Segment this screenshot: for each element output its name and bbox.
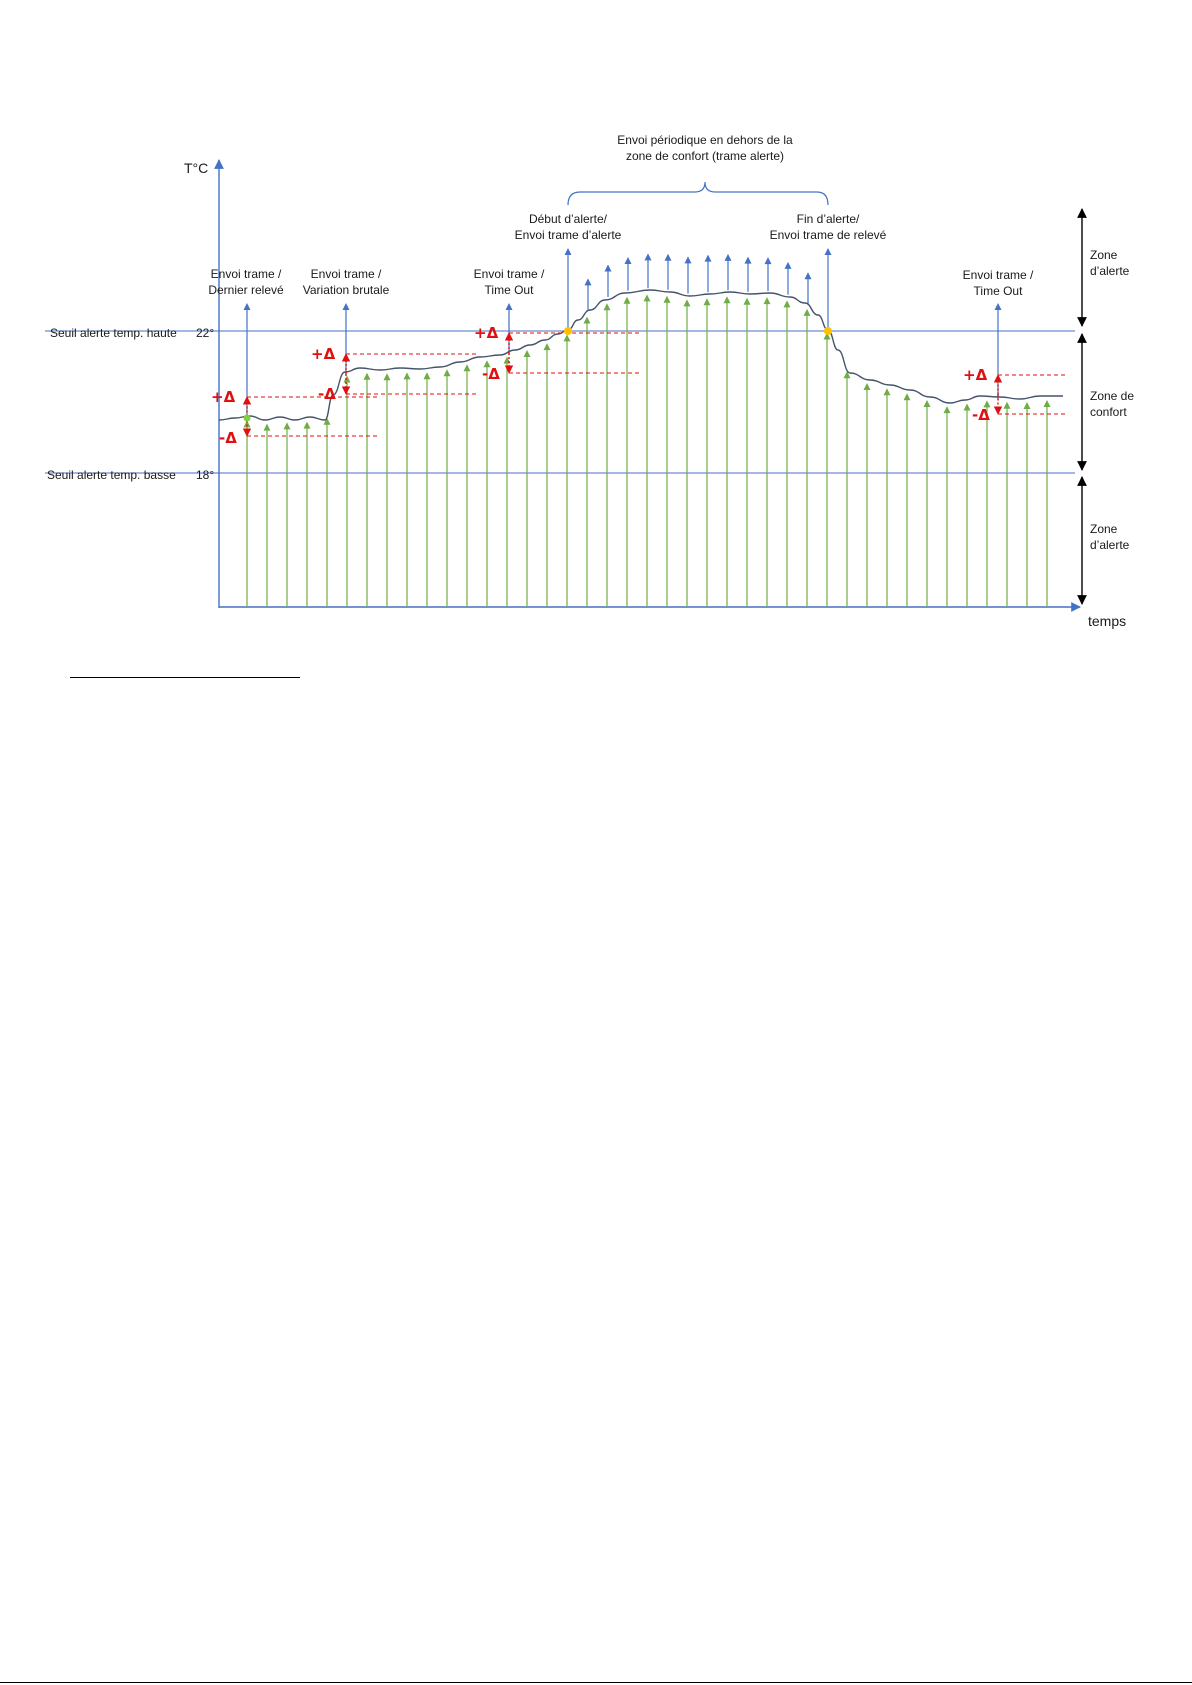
sample-arrow: [544, 343, 551, 607]
page-bottom-rule: [0, 1682, 1192, 1683]
zone-alert-bottom-line1: Zone: [1090, 522, 1118, 536]
sample-arrow: [384, 373, 391, 607]
sample-arrow: [824, 333, 831, 608]
event-3-line1: Envoi trame /: [473, 267, 545, 281]
sample-arrow: [464, 364, 471, 607]
alert-start-point: [564, 327, 572, 335]
sample-arrows: [244, 294, 1051, 607]
sample-arrow: [604, 303, 611, 607]
periodic-brace-line1: Envoi périodique en dehors de la: [617, 133, 793, 147]
sample-arrow: [984, 400, 991, 607]
event-1-line1: Envoi trame /: [210, 267, 282, 281]
threshold-low-label: Seuil alerte temp. basse: [47, 468, 176, 482]
sample-arrow: [424, 372, 431, 607]
sample-arrow: [1024, 402, 1031, 607]
event-1-line2: Dernier relevé: [208, 283, 284, 297]
sample-arrow: [624, 297, 631, 607]
delta-plus-label: +Δ: [211, 388, 236, 406]
threshold-high-value: 22°: [196, 326, 215, 340]
sample-arrow: [1004, 402, 1011, 607]
delta-group: [311, 345, 478, 403]
sample-arrow: [404, 372, 411, 607]
delta-plus-label: +Δ: [474, 324, 499, 342]
zone-alert-top-line1: Zone: [1090, 248, 1118, 262]
delta-minus-label: -Δ: [219, 429, 237, 447]
zone-alert-bottom-line2: d’alerte: [1090, 538, 1130, 552]
sample-arrow: [904, 393, 911, 607]
event-2-line1: Envoi trame /: [310, 267, 382, 281]
send-arrow-periodic: [805, 272, 812, 304]
sample-arrow: [944, 406, 951, 607]
sample-arrow: [964, 403, 971, 607]
sample-arrow: [344, 375, 351, 607]
sample-arrow: [284, 422, 291, 607]
send-arrow-periodic: [705, 255, 712, 293]
sample-arrow: [664, 296, 671, 607]
zone-alert-top-line2: d’alerte: [1090, 264, 1130, 278]
event-6-line1: Envoi trame /: [962, 268, 1034, 282]
sample-arrow: [444, 369, 451, 607]
delta-plus-label: +Δ: [963, 366, 988, 384]
sample-arrow: [304, 422, 311, 607]
sample-arrow: [784, 300, 791, 607]
sample-arrow: [484, 360, 491, 607]
event-5-line2: Envoi trame de relevé: [769, 228, 887, 242]
sample-arrow: [724, 296, 731, 607]
sample-arrow: [324, 418, 331, 607]
event-2-line2: Variation brutale: [302, 283, 390, 297]
send-arrow-periodic: [745, 257, 752, 292]
event-3-line2: Time Out: [484, 283, 534, 297]
periodic-brace-line2: zone de confort (trame alerte): [625, 149, 785, 163]
delta-plus-label: +Δ: [311, 345, 336, 363]
y-axis-label: T°C: [184, 160, 209, 176]
threshold-low-value: 18°: [196, 468, 215, 482]
sample-arrow: [764, 297, 771, 607]
sample-arrow: [644, 294, 651, 607]
send-arrow-periodic: [645, 253, 652, 288]
sample-arrow: [264, 424, 271, 607]
sample-arrow: [744, 298, 751, 607]
sample-arrow: [924, 400, 931, 607]
delta-minus-label: -Δ: [972, 406, 990, 424]
delta-group: [963, 366, 1065, 424]
send-arrow-periodic: [625, 257, 632, 291]
send-arrow-periodic: [765, 257, 772, 291]
sample-arrow: [364, 373, 371, 607]
send-arrow-periodic: [685, 256, 692, 293]
sample-arrow: [884, 388, 891, 607]
send-arrow-alert-end: [825, 248, 832, 331]
event-5-line1: Fin d’alerte/: [796, 212, 860, 226]
send-arrow-periodic: [665, 254, 672, 290]
threshold-high-label: Seuil alerte temp. haute: [50, 326, 177, 340]
zone-comfort-line1: Zone de: [1090, 389, 1135, 403]
sample-arrow: [804, 309, 811, 607]
alert-end-point: [824, 327, 832, 335]
sample-arrow: [1044, 400, 1051, 607]
sample-arrow: [584, 317, 591, 608]
event-4-line2: Envoi trame d’alerte: [514, 228, 622, 242]
sample-arrow: [844, 371, 851, 607]
delta-minus-label: -Δ: [318, 385, 336, 403]
footnote-separator: [70, 677, 300, 678]
periodic-brace: [568, 182, 828, 205]
send-arrow-last-reading: [244, 303, 251, 418]
sample-arrow: [704, 298, 711, 607]
sample-arrow: [864, 383, 871, 607]
delta-minus-label: -Δ: [482, 365, 500, 383]
x-axis-label: temps: [1088, 613, 1127, 629]
sample-arrow: [564, 334, 571, 607]
event-4-line1: Début d’alerte/: [528, 212, 608, 226]
sample-arrow: [524, 350, 531, 607]
sample-arrow: [504, 357, 511, 607]
send-arrow-alert-start: [565, 248, 572, 331]
send-arrow-periodic: [725, 254, 732, 290]
send-arrow-periodic: [785, 262, 792, 295]
zone-comfort-line2: confort: [1090, 405, 1127, 419]
event-6-line2: Time Out: [973, 284, 1023, 298]
send-arrow-periodic: [605, 264, 612, 296]
last-reading-point: [244, 415, 251, 422]
sample-arrow: [684, 299, 691, 607]
delta-group: [474, 324, 640, 383]
send-arrow-periodic: [585, 278, 592, 309]
sample-arrow: [244, 420, 251, 607]
